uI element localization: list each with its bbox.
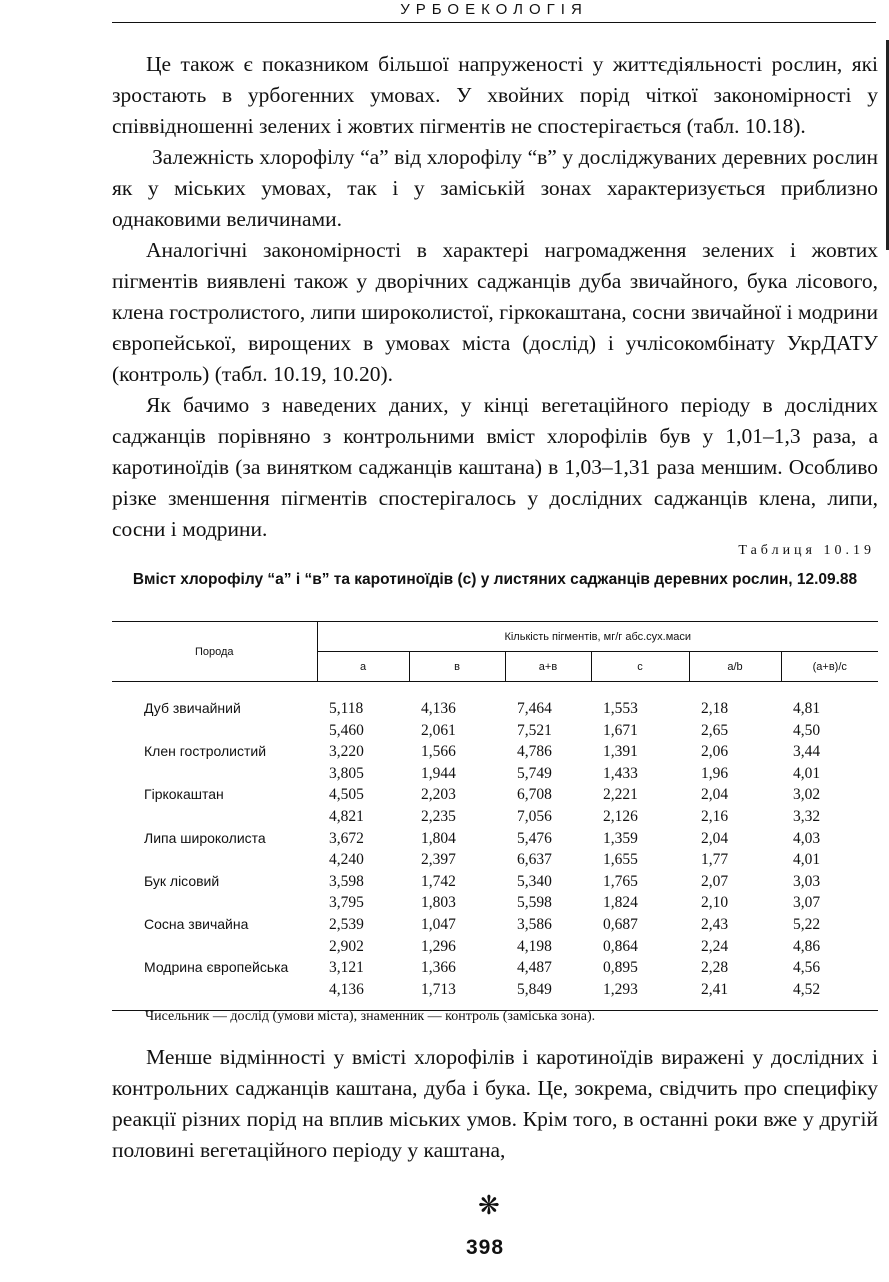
species-cell xyxy=(112,806,317,828)
value-cell: 1,047 xyxy=(421,915,456,933)
value-cell: 3,44 xyxy=(793,743,821,761)
value-cell: 2,18 xyxy=(701,700,729,717)
page-number: 398 xyxy=(465,1236,505,1259)
table-row xyxy=(112,763,878,785)
value-cell: 5,340 xyxy=(517,872,552,890)
ornament-icon: ❋ xyxy=(478,1191,500,1220)
paragraph: Залежність хлорофілу “а” від хлорофілу “в” у досліджуваних деревних рослин як у міських умовах, так і у заміській зонах характеризується приблизно однаковими величинами. xyxy=(112,145,878,231)
value-cell: 7,056 xyxy=(517,807,552,825)
value-cell: 4,240 xyxy=(329,851,364,869)
value-cell: 3,121 xyxy=(329,959,364,977)
species-cell: Гіркокаштан xyxy=(144,786,224,803)
pigment-table xyxy=(112,621,878,1011)
value-cell: 3,598 xyxy=(329,872,364,890)
value-cell: 2,397 xyxy=(421,851,456,869)
paragraph: Менше відмінності у вмісті хлорофілів і каротиноїдів виражені у дослідних і контрольних саджанців каштана, дуба і бука. Це, зокрема, свідчить про специфіку реакції різних порід на вплив міських умов. Крім того, в останні роки вже у другій половині вегетаційного періоду у каштана, xyxy=(112,1045,878,1162)
value-cell: 1,433 xyxy=(603,764,638,782)
value-cell: 4,86 xyxy=(793,937,821,955)
value-cell: 1,359 xyxy=(603,829,638,847)
value-cell: 2,126 xyxy=(603,807,638,825)
value-cell: 2,07 xyxy=(701,872,729,890)
value-cell: 4,821 xyxy=(329,807,364,825)
species-cell xyxy=(112,849,317,871)
value-cell: 1,77 xyxy=(701,851,729,869)
species-cell: Бук лісовий xyxy=(144,872,220,889)
column-header: с xyxy=(591,652,689,682)
value-cell: 5,849 xyxy=(505,979,591,1011)
value-cell: 2,24 xyxy=(701,937,729,955)
value-cell: 2,539 xyxy=(329,915,364,933)
value-cell: 1,366 xyxy=(421,959,456,977)
value-cell: 0,687 xyxy=(603,915,638,933)
value-cell: 2,04 xyxy=(701,786,729,804)
table-row xyxy=(112,720,878,742)
value-cell: 3,07 xyxy=(793,894,821,912)
value-cell: 4,50 xyxy=(793,721,821,739)
table-row xyxy=(112,741,878,763)
value-cell: 3,02 xyxy=(793,786,821,804)
species-cell xyxy=(112,720,317,742)
value-cell: 3,805 xyxy=(329,764,364,782)
value-cell: 2,235 xyxy=(421,807,456,825)
table-row xyxy=(112,979,878,1011)
paragraph: Як бачимо з наведених даних, у кінці вегетаційного періоду в дослідних саджанців порівняно з контрольними вміст хлорофілів був у 1,01–1,3 раза, а каротиноїдів (за винятком саджанців каштана) в 1,03–1,31 раза меншим. Особливо різке зменшення пігментів спостерігалось у дослідних саджанців клена, липи, сосни і модрини. xyxy=(112,393,878,541)
species-cell: Дуб звичайний xyxy=(144,700,241,716)
table-row xyxy=(112,957,878,979)
value-cell: 2,16 xyxy=(701,807,729,825)
value-cell: 2,203 xyxy=(421,786,456,804)
species-cell xyxy=(112,892,317,914)
value-cell: 5,118 xyxy=(329,700,364,717)
value-cell: 0,895 xyxy=(603,959,638,977)
value-cell: 1,553 xyxy=(603,700,638,717)
value-cell: 1,655 xyxy=(603,851,638,869)
value-cell: 4,01 xyxy=(793,851,821,869)
value-cell: 1,671 xyxy=(603,721,638,739)
species-cell: Липа широколиста xyxy=(144,829,266,846)
value-cell: 3,03 xyxy=(793,872,821,890)
value-cell: 0,864 xyxy=(603,937,638,955)
value-cell: 1,742 xyxy=(421,872,456,890)
value-cell: 4,136 xyxy=(421,700,456,717)
column-header: а+в xyxy=(505,652,591,682)
value-cell: 4,01 xyxy=(793,764,821,782)
value-cell: 3,795 xyxy=(329,894,364,912)
value-cell: 1,96 xyxy=(701,764,729,782)
value-cell: 7,464 xyxy=(517,700,552,717)
value-cell: 6,708 xyxy=(517,786,552,804)
paragraph: Аналогічні закономірності в характері нагромадження зелених і жовтих пігментів виявлені також у дворічних саджанців дуба звичайного, бука лісового, клена гостролистого, липи широколистої, гіркокаштана, сосни звичайної і модрини європейської, вирощених в умовах міста (дослід) і учлісокомбінату УкрДАТУ (контроль) (табл. 10.19, 10.20). xyxy=(112,238,878,386)
value-cell: 5,749 xyxy=(517,764,552,782)
value-cell: 3,586 xyxy=(517,915,552,933)
value-cell: 4,03 xyxy=(793,829,821,847)
value-cell: 7,521 xyxy=(517,721,552,739)
value-cell: 1,944 xyxy=(421,764,456,782)
running-header: УРБОЕКОЛОГІЯ xyxy=(112,0,876,23)
table-row xyxy=(112,871,878,893)
column-header: (а+в)/с xyxy=(781,652,878,682)
column-header: в xyxy=(409,652,505,682)
value-cell: 4,487 xyxy=(517,959,552,977)
table-row xyxy=(112,892,878,914)
value-cell: 1,804 xyxy=(421,829,456,847)
value-cell: 1,713 xyxy=(409,979,505,1011)
column-header: а/b xyxy=(689,652,781,682)
table-note: Чисельник — дослід (умови міста), знаменник — контроль (заміська зона). xyxy=(145,1009,596,1024)
species-cell xyxy=(112,979,317,1011)
value-cell: 2,65 xyxy=(701,721,729,739)
value-cell: 2,902 xyxy=(329,937,364,955)
table-row xyxy=(112,806,878,828)
value-cell: 1,765 xyxy=(603,872,638,890)
table-row xyxy=(112,914,878,936)
value-cell: 6,637 xyxy=(517,851,552,869)
value-cell: 4,56 xyxy=(793,959,821,977)
table-row xyxy=(112,682,878,720)
text-before-table xyxy=(112,49,878,545)
value-cell: 1,803 xyxy=(421,894,456,912)
table-row xyxy=(112,784,878,806)
value-cell: 1,391 xyxy=(603,743,638,761)
value-cell: 4,52 xyxy=(781,979,878,1011)
value-cell: 4,81 xyxy=(793,700,821,717)
value-cell: 5,460 xyxy=(329,721,364,739)
table-label: Таблиця 10.19 xyxy=(738,543,875,558)
value-cell: 1,293 xyxy=(591,979,689,1011)
value-cell: 2,28 xyxy=(701,959,729,977)
paragraph: Це також є показником більшої напруженості у життєдіяльності рослин, які зростають в урбогенних умовах. У хвойних порід чіткої закономірності у співвідношенні зелених і жовтих пігментів не спостерігається (табл. 10.18). xyxy=(112,52,878,138)
species-cell: Клен гостролистий xyxy=(144,743,267,760)
value-cell: 2,221 xyxy=(603,786,638,804)
header-species: Порода xyxy=(112,622,317,682)
table-row xyxy=(112,849,878,871)
text-after-table xyxy=(112,1042,878,1166)
value-cell: 2,43 xyxy=(701,915,729,933)
value-cell: 4,136 xyxy=(317,979,409,1011)
value-cell: 2,41 xyxy=(689,979,781,1011)
species-cell: Сосна звичайна xyxy=(144,915,249,932)
value-cell: 1,296 xyxy=(421,937,456,955)
value-cell: 3,32 xyxy=(793,807,821,825)
value-cell: 1,566 xyxy=(421,743,456,761)
table-row xyxy=(112,828,878,850)
column-header: а xyxy=(317,652,409,682)
value-cell: 1,824 xyxy=(603,894,638,912)
species-cell xyxy=(112,763,317,785)
species-cell: Модрина європейська xyxy=(144,959,289,976)
value-cell: 4,505 xyxy=(329,786,364,804)
value-cell: 2,10 xyxy=(701,894,729,912)
value-cell: 2,04 xyxy=(701,829,729,847)
value-cell: 5,598 xyxy=(517,894,552,912)
value-cell: 2,061 xyxy=(421,721,456,739)
value-cell: 3,672 xyxy=(329,829,364,847)
value-cell: 2,06 xyxy=(701,743,729,761)
table-caption: Вміст хлорофілу “а” і “в” та каротиноїдів (с) у листяних саджанців деревних рослин, 12.09.88 xyxy=(132,571,858,588)
header-group: Кількість пігментів, мг/г абс.сух.маси xyxy=(317,622,878,652)
species-cell xyxy=(112,936,317,958)
value-cell: 4,198 xyxy=(517,937,552,955)
table-row xyxy=(112,936,878,958)
value-cell: 4,786 xyxy=(517,743,552,761)
value-cell: 5,476 xyxy=(517,829,552,847)
value-cell: 5,22 xyxy=(793,915,821,933)
value-cell: 3,220 xyxy=(329,743,364,761)
